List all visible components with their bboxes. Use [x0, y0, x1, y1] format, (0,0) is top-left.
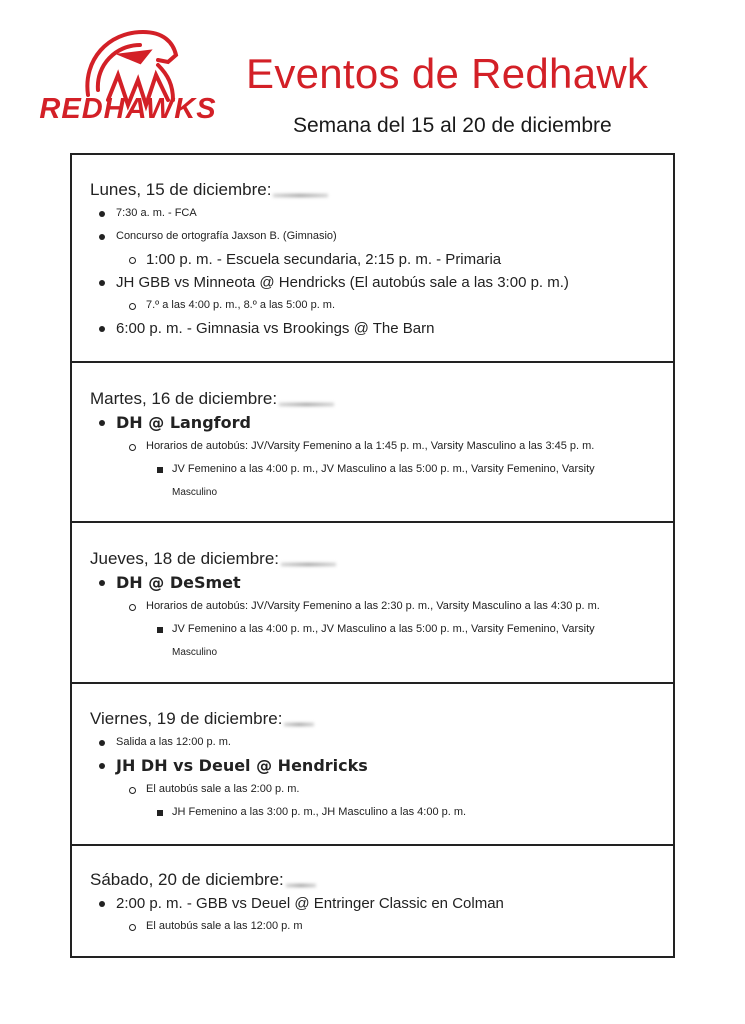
list-item: Salida a las 12:00 p. m. — [90, 731, 673, 754]
list-item: DH @ DeSmet — [90, 571, 673, 595]
list-item: DH @ Langford — [90, 411, 673, 435]
list-item-continuation: Masculino — [172, 487, 218, 498]
list-item: 7.º a las 4:00 p. m., 8.º a las 5:00 p. m. — [90, 294, 673, 317]
list-item-continuation: Masculino — [172, 647, 218, 658]
page-subtitle: Semana del 15 al 20 de diciembre — [293, 114, 612, 137]
day-section-monday — [72, 155, 673, 363]
list-item: JH DH vs Deuel @ Hendricks — [90, 754, 673, 778]
day-section-tuesday — [72, 363, 673, 523]
events-table — [70, 153, 675, 958]
svg-text:REDHAWKS: REDHAWKS — [39, 93, 217, 125]
list-item: JV Femenino a las 4:00 p. m., JV Masculino a las 5:00 p. m., Varsity Femenino, Varsity — [90, 618, 673, 641]
day-header — [90, 387, 334, 411]
redacted-mark — [284, 723, 314, 726]
list-item: 2:00 p. m. - GBB vs Deuel @ Entringer Classic en Colman — [90, 892, 673, 915]
list-item: Horarios de autobús: JV/Varsity Femenino a la 1:45 p. m., Varsity Masculino a las 3:45 p. m. — [90, 435, 673, 458]
day-header-text: Martes, 16 de diciembre: — [90, 389, 278, 408]
day-section-thursday — [72, 523, 673, 684]
list-item: 7:30 a. m. - FCA — [90, 202, 673, 225]
day-section-friday — [72, 684, 673, 846]
list-item: JH GBB vs Minneota @ Hendricks (El autobús sale a las 3:00 p. m.) — [90, 271, 673, 294]
redacted-mark — [286, 884, 316, 887]
day-header-text: Lunes, 15 de diciembre: — [90, 180, 272, 199]
list-item: JH Femenino a las 3:00 p. m., JH Masculino a las 4:00 p. m. — [90, 801, 673, 824]
redacted-mark — [273, 194, 328, 197]
day-header — [90, 707, 314, 731]
day-header — [90, 547, 336, 571]
hawk-head-icon — [28, 20, 228, 130]
list-item: Concurso de ortografía Jaxson B. (Gimnasio) — [90, 225, 673, 248]
day-header-text: Jueves, 18 de diciembre: — [90, 549, 279, 568]
page-title: Eventos de Redhawk — [246, 50, 649, 97]
redhawks-logo — [28, 20, 228, 130]
list-item: El autobús sale a las 2:00 p. m. — [90, 778, 673, 801]
day-header-text: Sábado, 20 de diciembre: — [90, 870, 284, 889]
redacted-mark — [281, 563, 336, 566]
redacted-mark — [279, 403, 334, 406]
list-item: JV Femenino a las 4:00 p. m., JV Masculino a las 5:00 p. m., Varsity Femenino, Varsity — [90, 458, 673, 481]
list-item: Horarios de autobús: JV/Varsity Femenino a las 2:30 p. m., Varsity Masculino a las 4:30 p. m. — [90, 595, 673, 618]
day-header — [90, 178, 328, 202]
list-item: 6:00 p. m. - Gimnasia vs Brookings @ The Barn — [90, 317, 673, 340]
day-header — [90, 868, 316, 892]
list-item: 1:00 p. m. - Escuela secundaria, 2:15 p. m. - Primaria — [90, 248, 673, 271]
day-section-saturday — [72, 846, 673, 956]
list-item: El autobús sale a las 12:00 p. m — [90, 915, 673, 938]
day-header-text: Viernes, 19 de diciembre: — [90, 709, 283, 728]
